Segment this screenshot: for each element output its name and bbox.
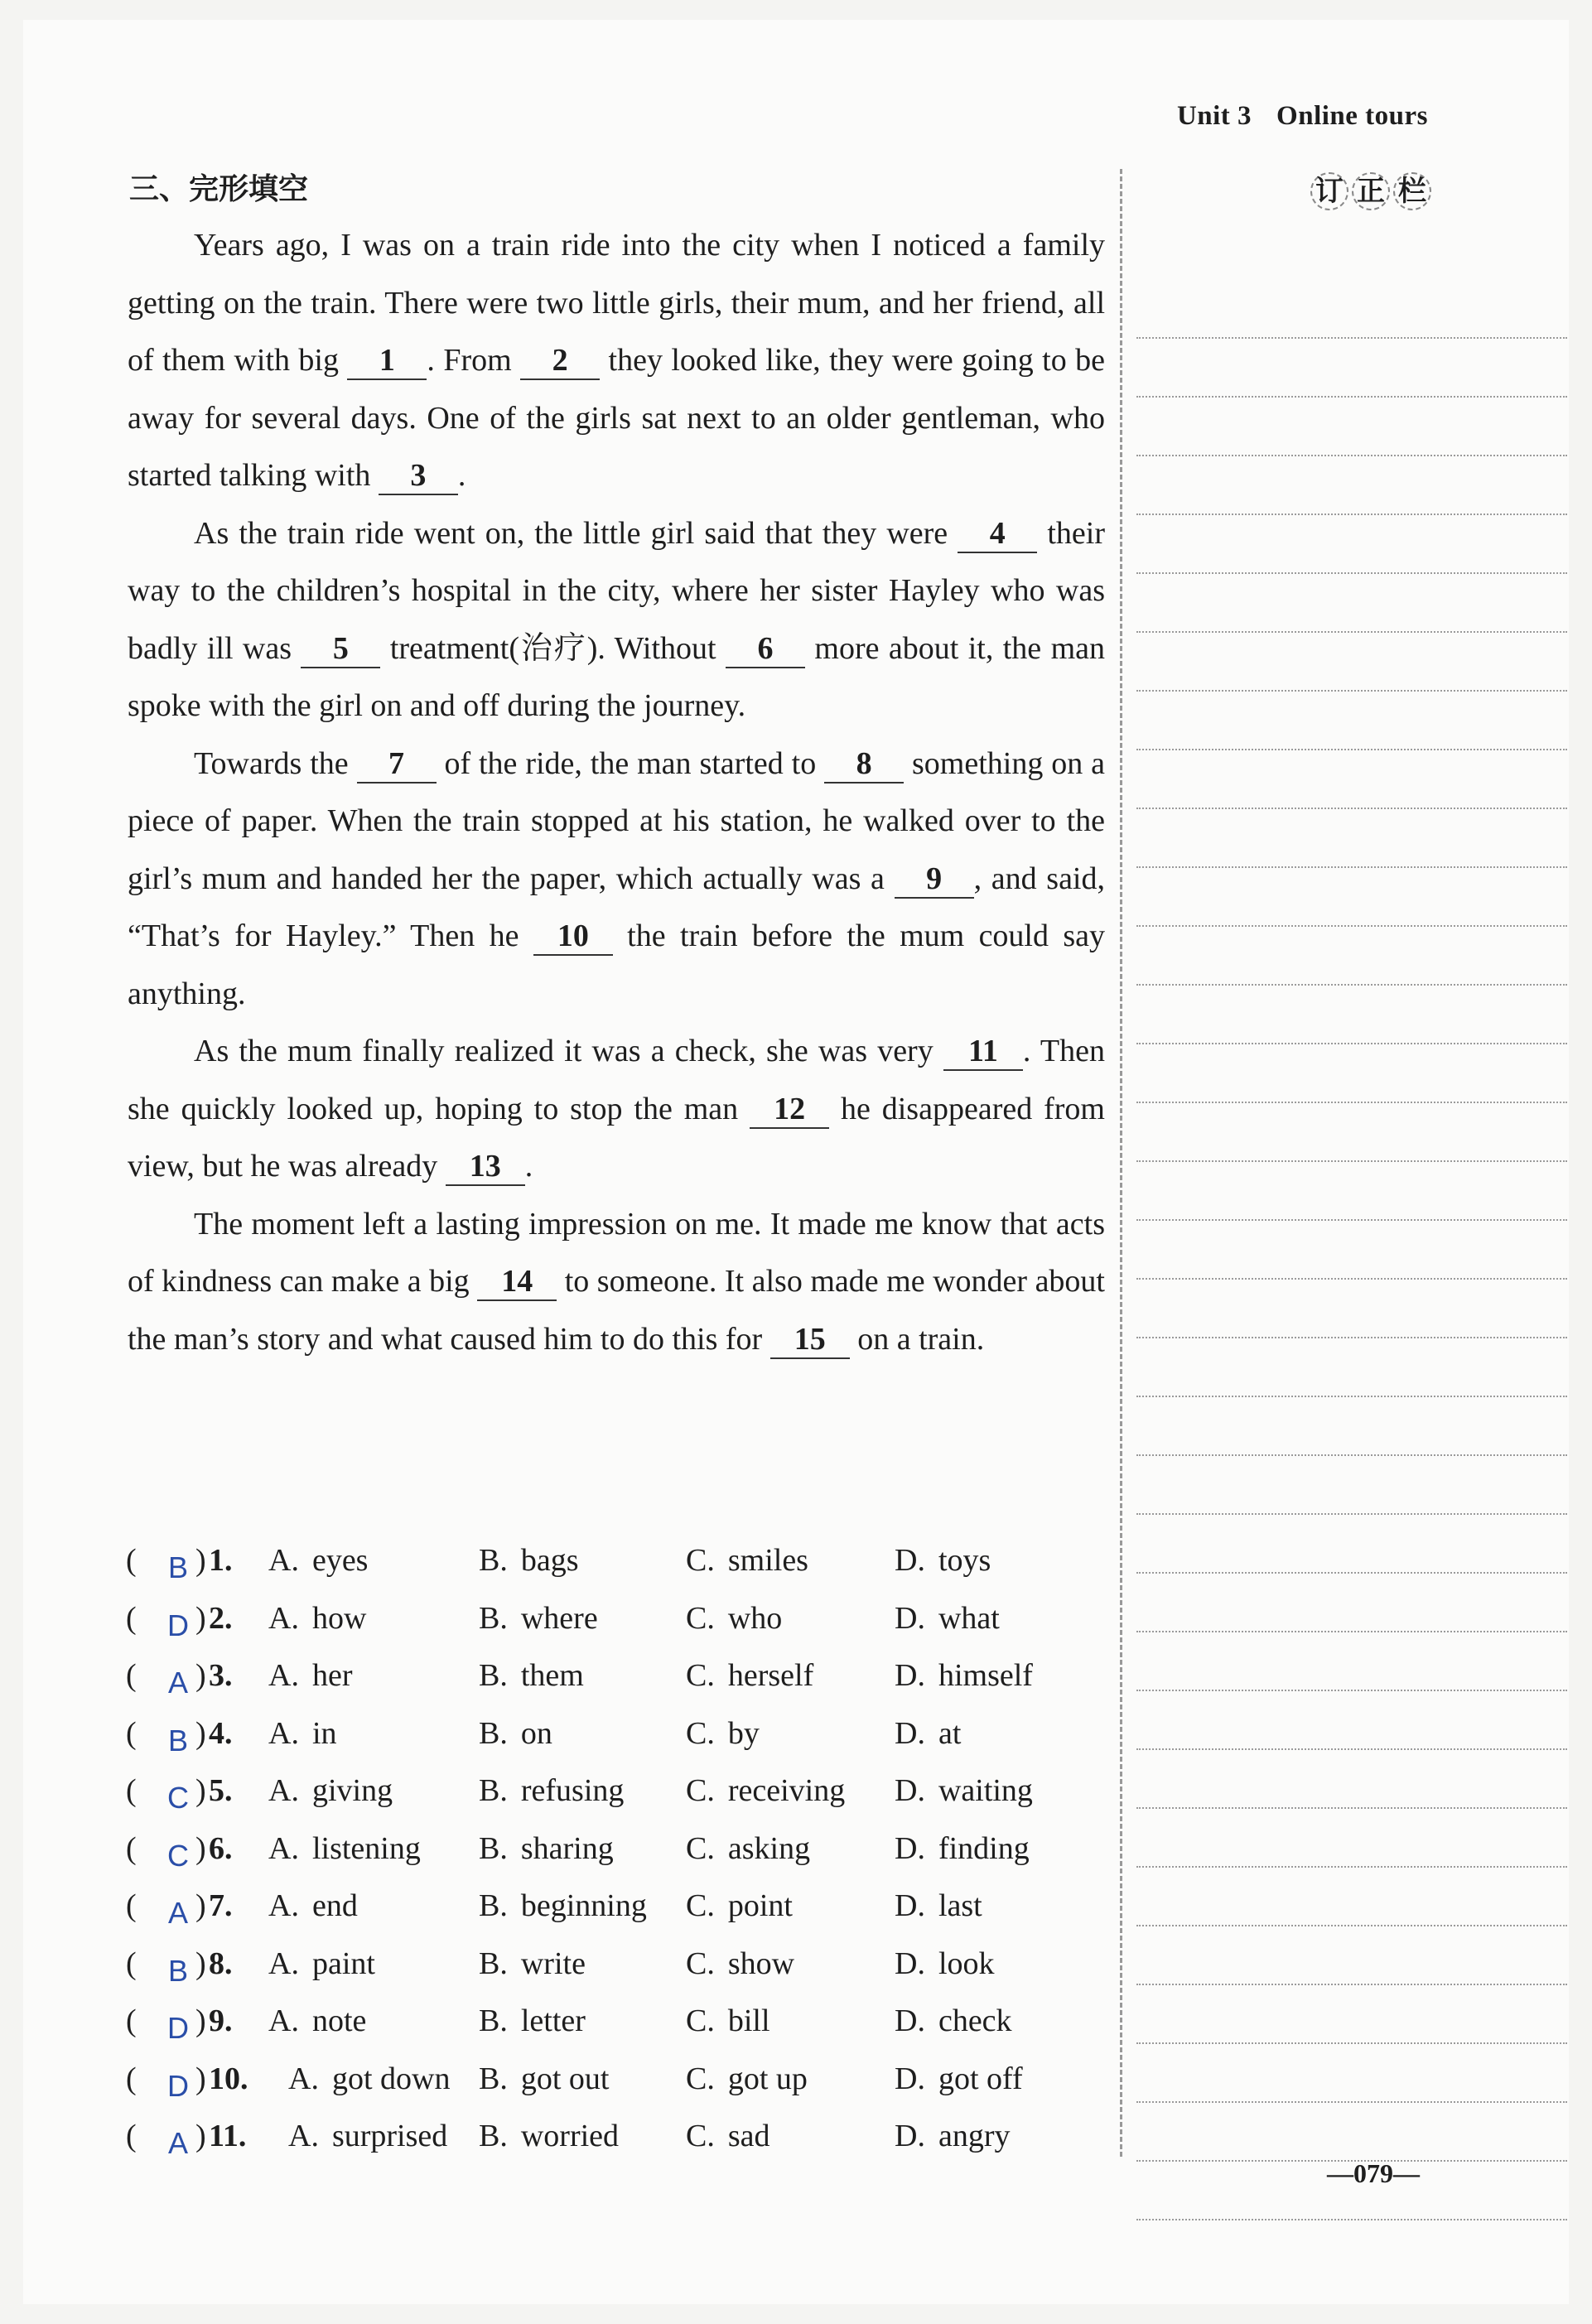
correction-line: [1136, 1103, 1567, 1162]
option-letter: C.: [686, 1543, 715, 1578]
option-text: himself: [938, 1658, 1033, 1693]
blank-3: 3: [379, 457, 458, 495]
option-letter: D.: [895, 1888, 925, 1923]
option-text: on: [520, 1715, 552, 1751]
answer-paren-open: (: [126, 1715, 137, 1751]
blank-5: 5: [301, 630, 380, 668]
option-letter: D.: [895, 1543, 925, 1578]
option-letter: D.: [895, 1600, 925, 1636]
option-text: what: [938, 1600, 1000, 1636]
answer-paren-close: ): [195, 1946, 206, 1981]
option-letter: D.: [895, 2003, 925, 2038]
option-c: [686, 1647, 813, 1705]
correction-line: [1136, 750, 1567, 809]
correction-line: [1136, 692, 1567, 750]
passage-paragraph-5: The moment left a lasting impression on me. It made me know that acts of kindness can make a big 14 to someone. It also made me wonder about the man’s story and what caused him to do this for 15 on a train.: [128, 1196, 1105, 1369]
option-letter: B.: [479, 1888, 508, 1923]
option-b: [479, 2108, 619, 2166]
answer-paren-open: (: [126, 1658, 137, 1693]
option-letter: D.: [895, 1715, 925, 1751]
option-text: receiving: [727, 1773, 846, 1808]
answer-letter: C: [167, 1781, 189, 1815]
answer-paren-open: (: [126, 1830, 137, 1866]
section-title: 三、完形填空: [129, 172, 309, 206]
option-c: [686, 2051, 808, 2109]
answer-paren-close: ): [195, 2003, 206, 2038]
option-text: beginning: [520, 1888, 647, 1923]
option-c: [686, 1590, 782, 1648]
option-d: [895, 1936, 995, 1994]
correction-line: [1136, 515, 1567, 574]
option-text: angry: [938, 2119, 1011, 2153]
option-letter: D.: [895, 1773, 925, 1808]
option-b: [479, 1762, 624, 1820]
answer-letter: B: [167, 1550, 188, 1584]
answer-paren-open: (: [126, 1543, 137, 1578]
option-letter: D.: [895, 2119, 925, 2153]
question-row: [126, 2051, 1120, 2109]
correction-line: [1136, 1574, 1567, 1632]
answer-letter: D: [167, 2068, 189, 2103]
passage-paragraph-1: Years ago, I was on a train ride into the city when I noticed a family getting on the train. There were two little girls, their mum, and her friend, all of them with big 1 . From 2 they looked like, they were going to be away for several days. One of the girls sat next to an older gentleman, who started talking with 3 .: [128, 217, 1105, 505]
option-b: [479, 1993, 586, 2051]
correction-line: [1136, 1456, 1567, 1515]
option-text: last: [938, 1888, 982, 1923]
option-letter: C.: [686, 2003, 715, 2038]
blank-13: 13: [446, 1148, 525, 1186]
correction-line: [1136, 574, 1567, 633]
question-number: 5.: [209, 1773, 233, 1808]
option-b: [479, 1705, 552, 1763]
option-letter: A.: [268, 1658, 299, 1693]
option-a: [288, 2051, 450, 2109]
question-options: [126, 1532, 1120, 2166]
correction-line: [1136, 398, 1567, 456]
question-row: [126, 1878, 1120, 1936]
blank-10: 10: [533, 918, 613, 956]
question-number: 4.: [209, 1715, 233, 1751]
option-c: [686, 1878, 793, 1936]
option-text: got up: [727, 2061, 808, 2096]
option-c: [686, 1705, 760, 1763]
answer-paren-open: (: [126, 1888, 137, 1923]
answer-letter: D: [167, 2011, 189, 2045]
option-letter: C.: [686, 1658, 715, 1693]
option-letter: B.: [479, 2061, 508, 2096]
correction-line: [1136, 1691, 1567, 1750]
answer-paren-close: ): [195, 2061, 206, 2096]
question-number: 8.: [209, 1946, 233, 1981]
option-text: smiles: [727, 1543, 808, 1578]
blank-1: 1: [347, 342, 427, 380]
blank-14: 14: [477, 1263, 557, 1301]
page-number: —079—: [1327, 2158, 1420, 2188]
answer-paren-close: ): [195, 1543, 206, 1578]
answer-paren-open: (: [126, 1773, 137, 1808]
answer-paren-open: (: [126, 1600, 137, 1636]
correction-line: [1136, 1338, 1567, 1397]
option-letter: B.: [479, 1600, 508, 1636]
option-text: by: [727, 1715, 760, 1751]
option-text: write: [520, 1946, 586, 1981]
option-text: bags: [520, 1543, 579, 1578]
option-text: listening: [311, 1830, 421, 1866]
option-text: who: [727, 1600, 783, 1636]
option-letter: A.: [288, 2061, 319, 2096]
option-text: how: [311, 1600, 367, 1636]
answer-paren-close: ): [195, 1658, 206, 1693]
correction-line: [1136, 868, 1567, 927]
option-d: [895, 1762, 1033, 1820]
option-a: [268, 1820, 421, 1878]
correction-char: 订: [1310, 172, 1348, 210]
option-text: her: [311, 1658, 353, 1693]
cloze-passage: [128, 217, 1105, 1368]
option-letter: A.: [268, 1543, 299, 1578]
option-text: point: [727, 1888, 793, 1923]
answer-letter: B: [167, 1723, 188, 1757]
answer-letter: A: [167, 2126, 188, 2160]
option-d: [895, 1532, 991, 1590]
question-row: [126, 1936, 1120, 1994]
option-text: look: [938, 1946, 995, 1981]
unit-title: Online tours: [1276, 101, 1428, 131]
option-b: [479, 2051, 609, 2109]
column-divider: [1120, 169, 1122, 2157]
correction-line: [1136, 633, 1567, 692]
correction-line: [1136, 1750, 1567, 1809]
option-a: [268, 1762, 393, 1820]
question-number: 10.: [209, 2061, 248, 2096]
passage-paragraph-2: As the train ride went on, the little girl said that they were 4 their way to the children’s hospital in the city, where her sister Hayley who was badly ill was 5 treatment(治疗). Without 6 more about it, the man spoke with the girl on and off during the journey.: [128, 515, 1106, 723]
correction-column-title: [1310, 172, 1431, 210]
option-b: [479, 1936, 586, 1994]
correction-line: [1136, 1280, 1567, 1338]
blank-8: 8: [824, 745, 904, 784]
option-c: [686, 1820, 810, 1878]
correction-line: [1136, 339, 1567, 398]
option-d: [895, 1878, 982, 1936]
option-text: in: [311, 1715, 337, 1751]
option-letter: C.: [686, 1715, 715, 1751]
option-letter: B.: [479, 1773, 508, 1808]
option-text: got off: [938, 2061, 1023, 2096]
option-text: end: [311, 1888, 358, 1923]
answer-letter: C: [167, 1838, 189, 1873]
option-letter: C.: [686, 1888, 715, 1923]
blank-4: 4: [958, 515, 1037, 553]
correction-lines: [1136, 280, 1567, 2220]
option-text: where: [520, 1600, 598, 1636]
correction-line: [1136, 1044, 1567, 1103]
answer-letter: B: [167, 1953, 188, 1988]
option-text: sad: [727, 2119, 770, 2153]
option-b: [479, 1647, 584, 1705]
answer-paren-close: ): [195, 1715, 206, 1751]
option-text: finding: [938, 1830, 1030, 1866]
question-row: [126, 1762, 1120, 1820]
option-text: got down: [331, 2061, 451, 2096]
correction-line: [1136, 1985, 1567, 2044]
option-letter: C.: [686, 1830, 715, 1866]
option-text: letter: [520, 2003, 586, 2038]
correction-line: [1136, 1515, 1567, 1574]
option-text: them: [520, 1658, 584, 1693]
answer-paren-close: ): [195, 1600, 206, 1636]
option-text: at: [938, 1715, 962, 1751]
option-d: [895, 1705, 961, 1763]
option-c: [686, 2108, 770, 2166]
option-text: toys: [938, 1543, 991, 1578]
question-row: [126, 2108, 1120, 2166]
option-a: [268, 1590, 366, 1648]
answer-paren-open: (: [126, 2119, 137, 2153]
question-row: [126, 1532, 1120, 1590]
option-a: [268, 1936, 375, 1994]
blank-12: 12: [750, 1091, 829, 1129]
correction-line: [1136, 927, 1567, 986]
option-b: [479, 1878, 647, 1936]
option-a: [268, 1878, 358, 1936]
option-text: waiting: [938, 1773, 1033, 1808]
option-letter: A.: [268, 2003, 299, 2038]
option-letter: B.: [479, 2003, 508, 2038]
unit-label: Unit 3: [1176, 101, 1252, 131]
correction-line: [1136, 2103, 1567, 2162]
option-letter: C.: [686, 1600, 715, 1636]
question-row: [126, 1705, 1120, 1763]
correction-line: [1136, 280, 1567, 339]
option-letter: D.: [895, 1830, 925, 1866]
option-b: [479, 1532, 579, 1590]
question-number: 1.: [209, 1543, 233, 1578]
option-letter: A.: [268, 1773, 299, 1808]
option-text: check: [938, 2003, 1012, 2038]
correction-line: [1136, 1632, 1567, 1691]
question-row: [126, 1820, 1120, 1878]
option-d: [895, 1590, 1000, 1648]
option-text: herself: [727, 1658, 814, 1693]
blank-9: 9: [895, 861, 974, 899]
option-letter: B.: [479, 1543, 508, 1578]
option-a: [268, 1647, 352, 1705]
question-number: 11.: [209, 2119, 247, 2153]
answer-paren-open: (: [126, 2061, 137, 2096]
answer-letter: D: [167, 1608, 189, 1642]
passage-paragraph-3: Towards the 7 of the ride, the man started to 8 something on a piece of paper. When the train stopped at his station, he walked over to the girl’s mum and handed her the paper, which actually was a 9 , and said, “That’s for Hayley.” Then he 10 the train before the mum could say anything.: [128, 745, 1106, 1011]
correction-line: [1136, 809, 1567, 868]
option-d: [895, 1820, 1030, 1878]
correction-line: [1136, 2044, 1567, 2103]
correction-line: [1136, 1397, 1567, 1456]
answer-letter: A: [167, 1896, 188, 1930]
option-letter: D.: [895, 1946, 925, 1981]
option-text: note: [311, 2003, 367, 2038]
option-text: giving: [311, 1773, 393, 1808]
option-d: [895, 1993, 1012, 2051]
question-number: 6.: [209, 1830, 233, 1866]
unit-header: [1177, 101, 1428, 132]
option-text: surprised: [331, 2119, 448, 2153]
option-letter: C.: [686, 1946, 715, 1981]
blank-15: 15: [770, 1321, 850, 1359]
option-text: asking: [727, 1830, 811, 1866]
question-number: 3.: [209, 1658, 233, 1693]
question-row: [126, 1590, 1120, 1648]
option-letter: A.: [268, 1830, 299, 1866]
answer-letter: A: [167, 1666, 188, 1700]
answer-paren-open: (: [126, 2003, 137, 2038]
option-letter: D.: [895, 1658, 925, 1693]
option-letter: A.: [288, 2119, 319, 2153]
option-letter: B.: [479, 1830, 508, 1866]
blank-6: 6: [726, 630, 805, 668]
option-d: [895, 2108, 1010, 2166]
option-a: [268, 1705, 337, 1763]
correction-line: [1136, 1809, 1567, 1868]
blank-7: 7: [357, 745, 437, 784]
option-text: bill: [727, 2003, 770, 2038]
answer-paren-close: ): [195, 1888, 206, 1923]
option-a: [268, 1993, 366, 2051]
option-c: [686, 1532, 808, 1590]
option-text: show: [727, 1946, 795, 1981]
correction-line: [1136, 1162, 1567, 1221]
question-number: 9.: [209, 2003, 233, 2038]
option-letter: B.: [479, 1658, 508, 1693]
option-a: [268, 1532, 368, 1590]
answer-paren-open: (: [126, 1946, 137, 1981]
option-text: worried: [520, 2119, 620, 2153]
correction-char: 正: [1352, 172, 1390, 210]
correction-char: 栏: [1393, 172, 1431, 210]
option-letter: A.: [268, 1715, 299, 1751]
option-a: [288, 2108, 447, 2166]
option-letter: A.: [268, 1600, 299, 1636]
option-letter: B.: [479, 2119, 508, 2153]
option-b: [479, 1820, 614, 1878]
option-b: [479, 1590, 598, 1648]
question-number: 7.: [209, 1888, 233, 1923]
correction-line: [1136, 1868, 1567, 1926]
option-c: [686, 1762, 845, 1820]
option-d: [895, 1647, 1033, 1705]
answer-paren-close: ): [195, 2119, 206, 2153]
answer-paren-close: ): [195, 1830, 206, 1866]
option-letter: D.: [895, 2061, 925, 2096]
correction-line: [1136, 1926, 1567, 1985]
question-row: [126, 1993, 1120, 2051]
option-letter: C.: [686, 2119, 715, 2153]
correction-line: [1136, 986, 1567, 1044]
option-letter: A.: [268, 1946, 299, 1981]
option-letter: B.: [479, 1946, 508, 1981]
option-text: paint: [311, 1946, 375, 1981]
passage-paragraph-4: As the mum finally realized it was a check, she was very 11 . Then she quickly looked up, hoping to stop the man 12 he disappeared from view, but he was already 13 .: [128, 1023, 1105, 1196]
blank-11: 11: [943, 1033, 1023, 1071]
correction-line: [1136, 1221, 1567, 1280]
answer-paren-close: ): [195, 1773, 206, 1808]
option-letter: C.: [686, 1773, 715, 1808]
option-letter: A.: [268, 1888, 299, 1923]
question-row: [126, 1647, 1120, 1705]
option-text: refusing: [520, 1773, 625, 1808]
option-text: got out: [520, 2061, 610, 2096]
correction-line: [1136, 456, 1567, 515]
option-letter: C.: [686, 2061, 715, 2096]
option-letter: B.: [479, 1715, 508, 1751]
option-text: eyes: [311, 1543, 369, 1578]
option-text: sharing: [520, 1830, 614, 1866]
question-number: 2.: [209, 1600, 233, 1636]
option-c: [686, 1936, 794, 1994]
blank-2: 2: [520, 342, 600, 380]
option-d: [895, 2051, 1023, 2109]
option-c: [686, 1993, 770, 2051]
